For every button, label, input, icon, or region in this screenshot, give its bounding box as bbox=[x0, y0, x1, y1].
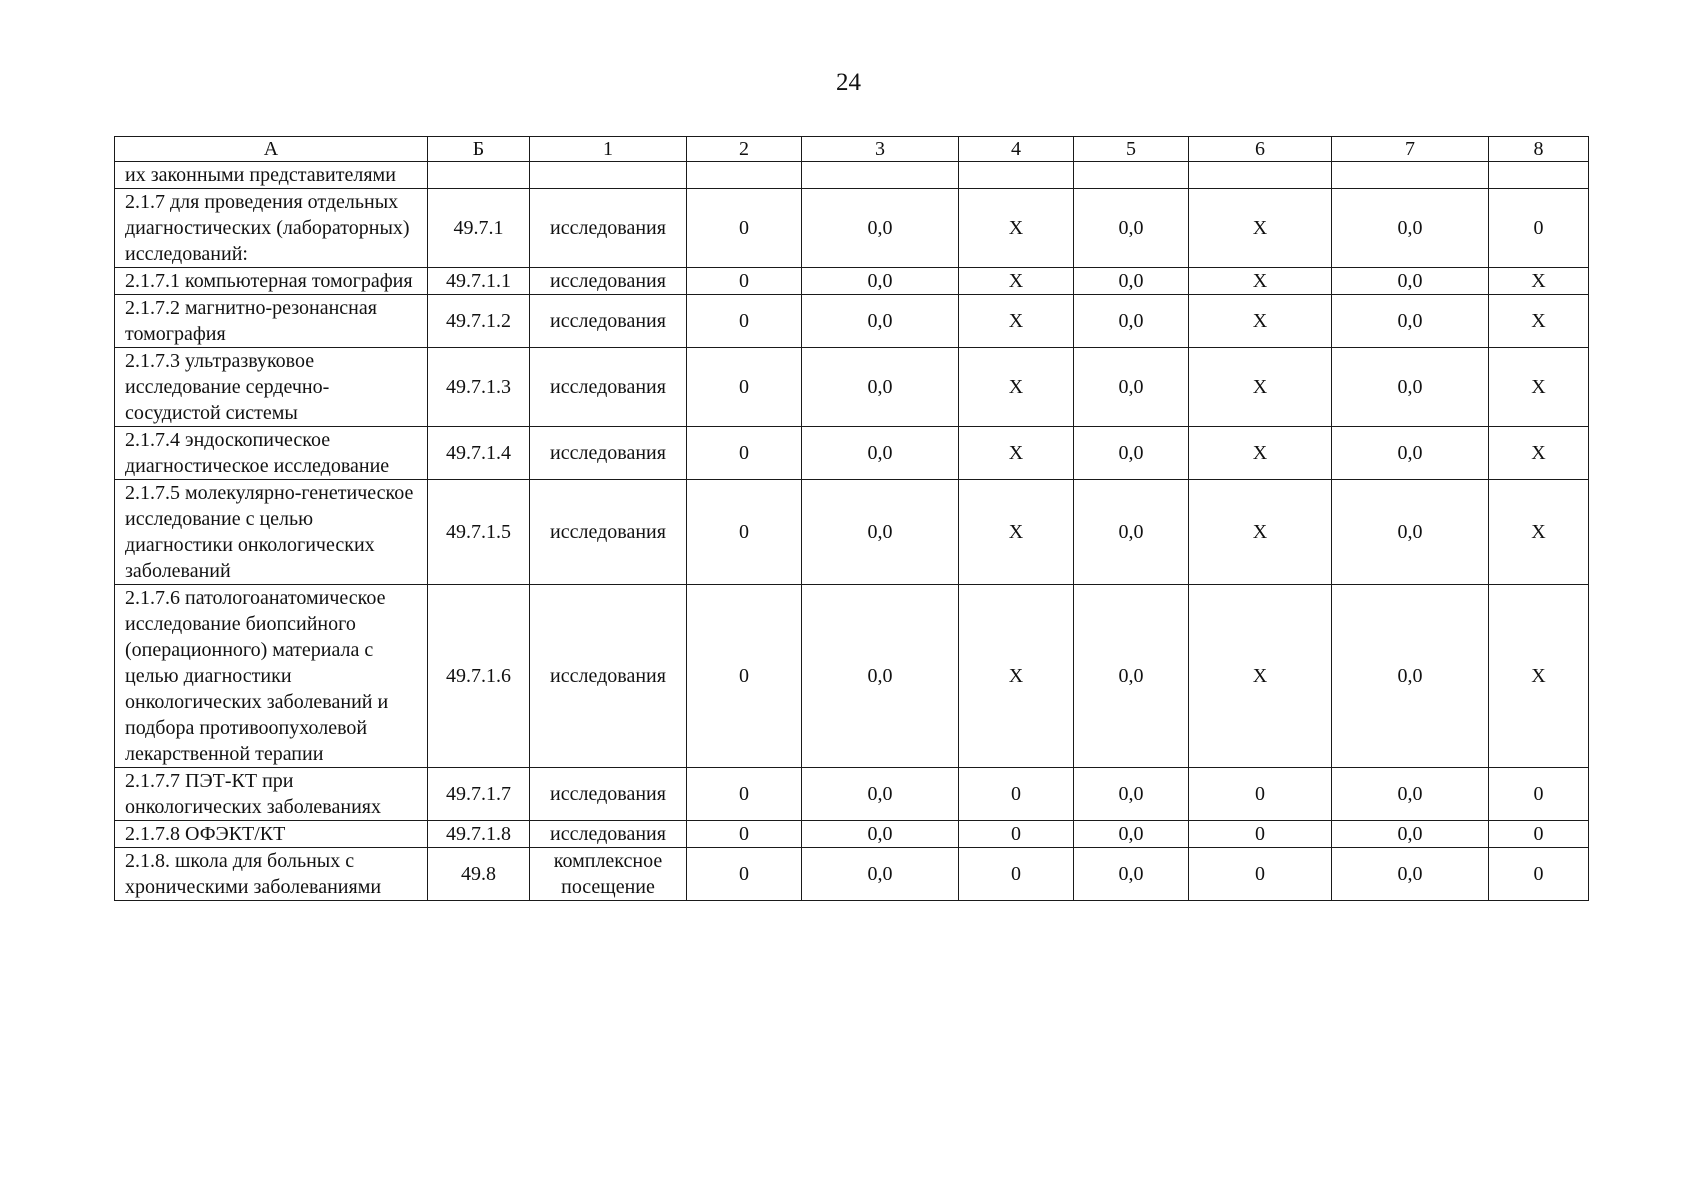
table-cell: 0 bbox=[687, 821, 802, 848]
header-cell: 2 bbox=[687, 137, 802, 162]
header-cell: 8 bbox=[1489, 137, 1589, 162]
table-cell: Х bbox=[1189, 427, 1332, 480]
table-cell: 0,0 bbox=[1332, 189, 1489, 268]
table-cell: исследования bbox=[530, 295, 687, 348]
table-cell bbox=[959, 162, 1074, 189]
table-cell: 0 bbox=[687, 427, 802, 480]
table-cell: исследования bbox=[530, 585, 687, 768]
table-cell bbox=[1074, 162, 1189, 189]
table-cell: 0 bbox=[687, 585, 802, 768]
table-cell: 0,0 bbox=[1332, 848, 1489, 901]
table-row bbox=[115, 585, 1589, 768]
header-cell: 3 bbox=[802, 137, 959, 162]
table-cell: 0 bbox=[687, 189, 802, 268]
table-cell: 49.7.1.3 bbox=[428, 348, 530, 427]
table-cell: 2.1.7.2 магнитно-резонансная томография bbox=[115, 295, 428, 348]
table-cell: 0,0 bbox=[1332, 295, 1489, 348]
table-cell: 0 bbox=[687, 480, 802, 585]
table-cell: 2.1.7.4 эндоскопическое диагностическое исследование bbox=[115, 427, 428, 480]
table-row bbox=[115, 821, 1589, 848]
table-cell: 0,0 bbox=[802, 295, 959, 348]
table-cell: Х bbox=[1189, 189, 1332, 268]
page-number: 24 bbox=[836, 69, 861, 96]
table-cell: 0,0 bbox=[802, 821, 959, 848]
table-cell: Х bbox=[959, 585, 1074, 768]
table-row bbox=[115, 427, 1589, 480]
table-row bbox=[115, 268, 1589, 295]
table-row bbox=[115, 848, 1589, 901]
table-cell: 0,0 bbox=[802, 348, 959, 427]
table-cell bbox=[1332, 162, 1489, 189]
table-cell: 0,0 bbox=[802, 189, 959, 268]
table-row bbox=[115, 295, 1589, 348]
table-cell: 0,0 bbox=[1074, 427, 1189, 480]
table-cell: 2.1.7.1 компьютерная томография bbox=[115, 268, 428, 295]
table-cell: исследования bbox=[530, 268, 687, 295]
table-cell: 2.1.7 для проведения отдельных диагностических (лабораторных) исследований: bbox=[115, 189, 428, 268]
table-cell: 0 bbox=[1189, 848, 1332, 901]
table-cell: 2.1.7.7 ПЭТ-КТ при онкологических заболеваниях bbox=[115, 768, 428, 821]
table-cell: Х bbox=[1189, 348, 1332, 427]
table-cell: Х bbox=[959, 480, 1074, 585]
table-cell: Х bbox=[1489, 480, 1589, 585]
table-cell: Х bbox=[1489, 427, 1589, 480]
table-cell: 0,0 bbox=[1074, 348, 1189, 427]
table-cell: 0 bbox=[959, 848, 1074, 901]
table-cell: Х bbox=[1189, 585, 1332, 768]
table-cell: 0,0 bbox=[1332, 821, 1489, 848]
table-cell: исследования bbox=[530, 768, 687, 821]
table-cell: 0,0 bbox=[1074, 480, 1189, 585]
table-cell: исследования bbox=[530, 348, 687, 427]
table-cell: 2.1.8. школа для больных с хроническими заболеваниями bbox=[115, 848, 428, 901]
table-cell: Х bbox=[1189, 295, 1332, 348]
table-cell: 0,0 bbox=[802, 480, 959, 585]
table-cell: 2.1.7.3 ультразвуковое исследование сердечно-сосудистой системы bbox=[115, 348, 428, 427]
table-cell: Х bbox=[1489, 268, 1589, 295]
table-cell: 49.7.1.4 bbox=[428, 427, 530, 480]
table-cell: 49.7.1.2 bbox=[428, 295, 530, 348]
table-cell: 0 bbox=[1189, 821, 1332, 848]
table-cell: 49.7.1.7 bbox=[428, 768, 530, 821]
header-cell: 7 bbox=[1332, 137, 1489, 162]
table-cell: 0 bbox=[687, 268, 802, 295]
table-cell: 0 bbox=[959, 821, 1074, 848]
table-cell: 0 bbox=[687, 348, 802, 427]
table-cell: 0,0 bbox=[802, 768, 959, 821]
table-cell: 0,0 bbox=[1074, 585, 1189, 768]
table-cell: 0 bbox=[1489, 848, 1589, 901]
table-cell: 0 bbox=[1189, 768, 1332, 821]
table-cell: Х bbox=[959, 189, 1074, 268]
table-cell: 0,0 bbox=[1332, 480, 1489, 585]
table-cell: 0 bbox=[1489, 189, 1589, 268]
table-cell bbox=[802, 162, 959, 189]
table-cell: Х bbox=[959, 295, 1074, 348]
table-cell: 2.1.7.8 ОФЭКТ/КТ bbox=[115, 821, 428, 848]
table-cell: исследования bbox=[530, 480, 687, 585]
table-cell: исследования bbox=[530, 821, 687, 848]
header-cell: 1 bbox=[530, 137, 687, 162]
table-cell: Х bbox=[959, 268, 1074, 295]
table-cell: 0 bbox=[687, 768, 802, 821]
table-cell: 0,0 bbox=[1074, 768, 1189, 821]
table-row bbox=[115, 768, 1589, 821]
table-cell: 0,0 bbox=[1074, 821, 1189, 848]
table-cell: Х bbox=[1489, 585, 1589, 768]
table-cell: 0,0 bbox=[1074, 295, 1189, 348]
header-cell: 4 bbox=[959, 137, 1074, 162]
table-cell: исследования bbox=[530, 189, 687, 268]
table-cell: Х bbox=[959, 427, 1074, 480]
table-cell: исследования bbox=[530, 427, 687, 480]
table-cell: 0,0 bbox=[1332, 427, 1489, 480]
table-cell: 0,0 bbox=[1332, 268, 1489, 295]
table-cell: 0,0 bbox=[1332, 348, 1489, 427]
table-cell: 49.7.1.5 bbox=[428, 480, 530, 585]
table-cell: 0,0 bbox=[1332, 585, 1489, 768]
header-row bbox=[115, 137, 1589, 162]
table-cell: 0,0 bbox=[1074, 848, 1189, 901]
table-cell: 49.7.1.8 bbox=[428, 821, 530, 848]
table-cell: 0 bbox=[959, 768, 1074, 821]
table-cell bbox=[428, 162, 530, 189]
header-cell: 6 bbox=[1189, 137, 1332, 162]
table-cell: 0,0 bbox=[1074, 189, 1189, 268]
table-cell: 2.1.7.6 патологоанатомическое исследование биопсийного (операционного) материала с целью диагностики онкологических заболеваний и подбора противоопухолевой лекарственной терапии bbox=[115, 585, 428, 768]
table-cell: Х bbox=[1489, 295, 1589, 348]
table-cell: 0,0 bbox=[1074, 268, 1189, 295]
header-cell: Б bbox=[428, 137, 530, 162]
table-row bbox=[115, 162, 1589, 189]
table-cell: 0,0 bbox=[1332, 768, 1489, 821]
header-cell: 5 bbox=[1074, 137, 1189, 162]
table-cell: 2.1.7.5 молекулярно-генетическое исследование с целью диагностики онкологических заболеваний bbox=[115, 480, 428, 585]
table-cell: 0 bbox=[687, 295, 802, 348]
table-cell: их законными представителями bbox=[115, 162, 428, 189]
table-cell: Х bbox=[1189, 480, 1332, 585]
table-cell: комплексное посещение bbox=[530, 848, 687, 901]
table-cell: 0,0 bbox=[802, 848, 959, 901]
table-cell: Х bbox=[959, 348, 1074, 427]
table-cell bbox=[1189, 162, 1332, 189]
data-table bbox=[114, 136, 1589, 901]
table-cell: 0,0 bbox=[802, 268, 959, 295]
table-cell bbox=[530, 162, 687, 189]
table-cell bbox=[1489, 162, 1589, 189]
header-cell: А bbox=[115, 137, 428, 162]
table-cell: 49.7.1.1 bbox=[428, 268, 530, 295]
table-cell: Х bbox=[1489, 348, 1589, 427]
table-cell: 0,0 bbox=[802, 427, 959, 480]
table-row bbox=[115, 189, 1589, 268]
table-cell bbox=[687, 162, 802, 189]
table-cell: 49.7.1.6 bbox=[428, 585, 530, 768]
table-row bbox=[115, 480, 1589, 585]
table-cell: 0 bbox=[687, 848, 802, 901]
table-row bbox=[115, 348, 1589, 427]
table-cell: 0,0 bbox=[802, 585, 959, 768]
table-cell: 0 bbox=[1489, 821, 1589, 848]
table-cell: 49.8 bbox=[428, 848, 530, 901]
table-cell: 49.7.1 bbox=[428, 189, 530, 268]
table-cell: 0 bbox=[1489, 768, 1589, 821]
table-cell: Х bbox=[1189, 268, 1332, 295]
